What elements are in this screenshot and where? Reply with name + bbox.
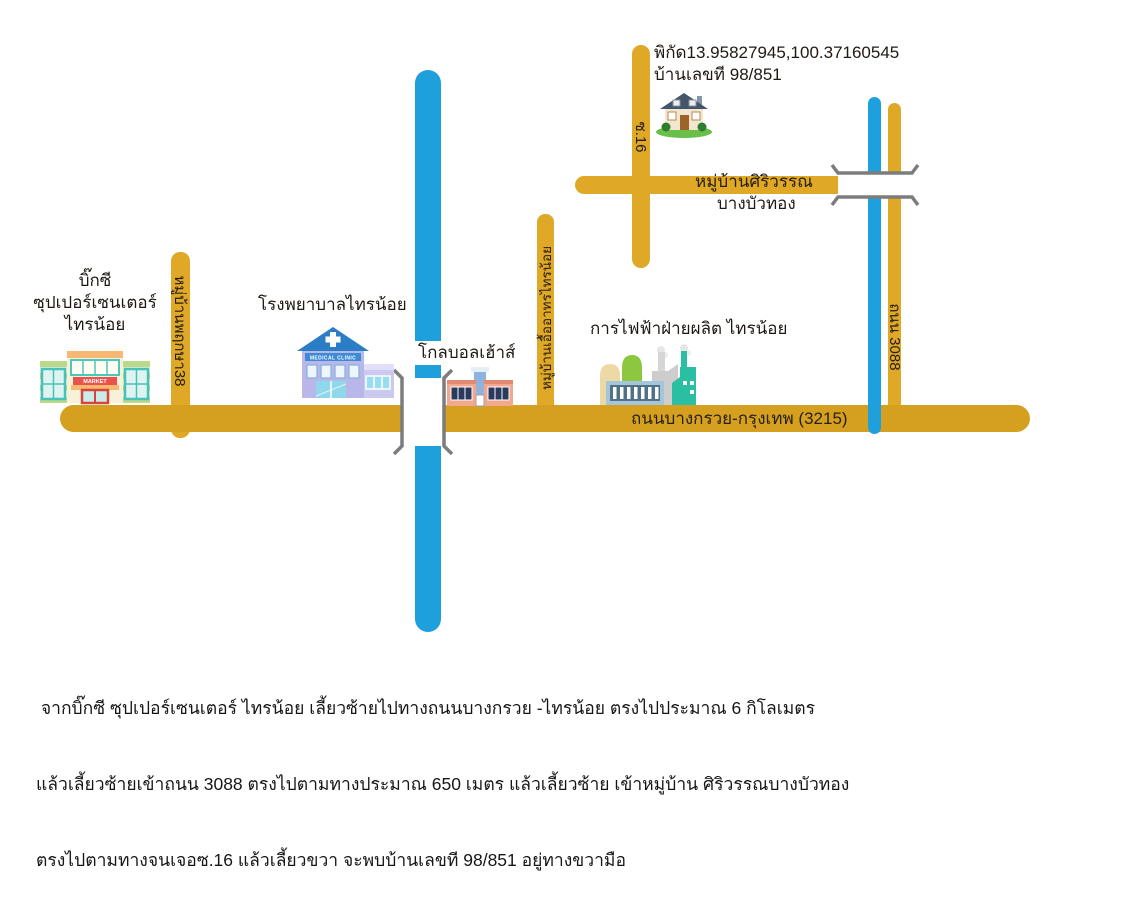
directions-text xyxy=(36,645,936,924)
coordinates-label xyxy=(654,42,899,86)
coordinates-line1: พิกัด13.95827945,100.37160545 xyxy=(654,43,900,62)
bigc-store-icon xyxy=(40,343,150,406)
bigc-label: บิ๊กซี ซุปเปอร์เซนเตอร์ ไทรน้อย xyxy=(33,271,157,334)
main-road-label: ถนนบางกรวย-กรุงเทพ (3215) xyxy=(631,409,848,428)
globalhouse-label: โกลบอลเฮ้าส์ xyxy=(415,341,518,365)
powerplant-icon xyxy=(598,343,700,406)
house-number-line: บ้านเลขที 98/851 xyxy=(654,64,782,84)
directions-line2: แล้วเลี้ยวซ้ายเข้าถนน 3088 ตรงไปตามทางประมาณ 650 เมตร แล้วเลี้ยวซ้าย เข้าหมู่บ้าน ศิริวรรณบางบัวทอง xyxy=(36,774,850,795)
road-pruksa38-label: หมู่บ้านพฤกษา38 xyxy=(171,275,188,387)
globalhouse-store-icon xyxy=(447,367,513,406)
hospital-label: โรงพยาบาลไทรน้อย xyxy=(258,295,407,314)
village-sirivan-label-line2: บางบัวทอง xyxy=(717,194,796,213)
house-icon xyxy=(653,86,715,138)
market-sign-text: MARKET xyxy=(83,379,107,385)
bridge-icon xyxy=(830,163,920,207)
medical-clinic-sign-text: MEDICAL CLINIC xyxy=(309,355,357,362)
road-soi16-line xyxy=(632,45,650,268)
canal-right-line xyxy=(868,97,881,434)
powerplant-label: การไฟฟ้าฝ่ายผลิต ไทรน้อย xyxy=(590,319,788,338)
road-uaarthon-label: หมู่บ้านเอื้ออาทรไทรน้อย xyxy=(539,245,554,391)
village-sirivan-label-line1: หมู่บ้านศิริวรรณ xyxy=(695,172,813,191)
directions-line1: จากบิ๊กซี ซุปเปอร์เซนเตอร์ ไทรน้อย เลี้ยวซ้ายไปทางถนนบางกรวย -ไทรน้อย ตรงไปประมาณ 6 กิโลเมตร xyxy=(36,697,816,718)
road-3088-label: ถนน 3088 xyxy=(886,303,903,371)
hospital-icon xyxy=(296,322,398,402)
main-road-line xyxy=(60,405,1030,432)
directions-line3: ตรงไปตามทางจนเจอซ.16 แล้วเลี้ยวขวา จะพบบ้านเลขที 98/851 อยู่ทางขวามือ xyxy=(36,850,626,871)
road-soi16-label: ซ.16 xyxy=(632,121,649,153)
